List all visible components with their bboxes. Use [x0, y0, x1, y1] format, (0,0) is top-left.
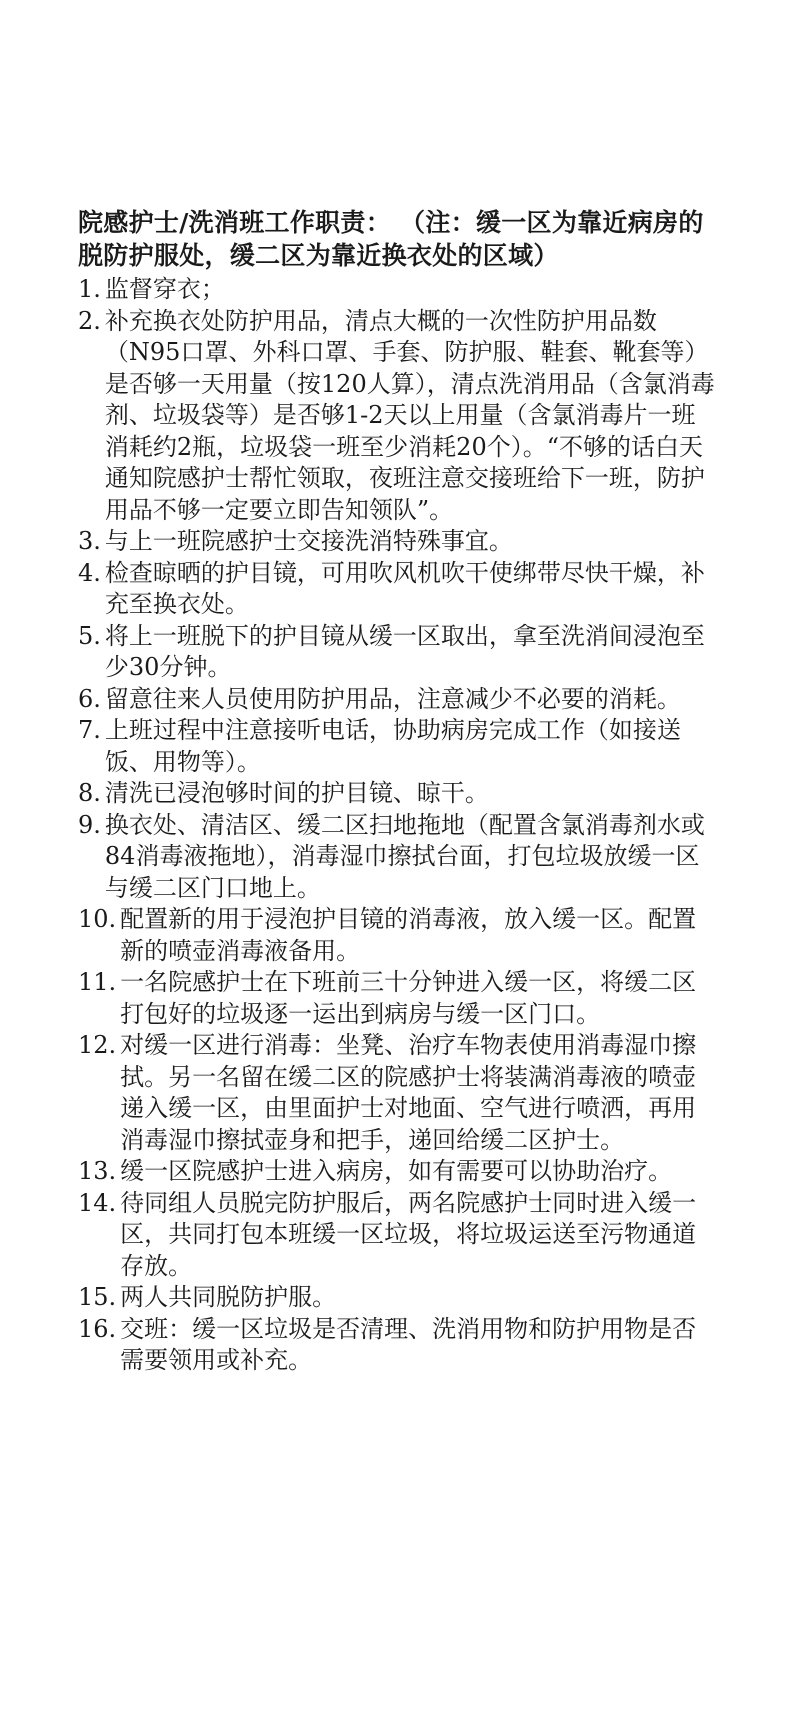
item-number: 4.: [78, 558, 101, 587]
item-text: 将上一班脱下的护目镜从缓一区取出，拿至洗消间浸泡至少30分钟。: [104, 621, 705, 681]
item-number: 5.: [78, 621, 101, 650]
item-text: 两人共同脱防护服。: [120, 1283, 337, 1311]
list-item: [78, 904, 718, 967]
item-text: 补充换衣处防护用品，清点大概的一次性防护用品数（N95口罩、外科口罩、手套、防护服、鞋套、靴套等）是否够一天用量（按120人算），清点洗消用品（含氯消毒剂、垃圾袋等）是否够1-2天以上用量（含氯消毒片一班消耗约2瓶，垃圾袋一班至少消耗20个）。“不够的话白天通知院感护士帮忙领取，夜班注意交接班给下一班，防护用品不够一定要立即告知领队”。: [104, 306, 715, 524]
item-text: 清洗已浸泡够时间的护目镜、晾干。: [104, 779, 489, 807]
item-number: 14.: [78, 1188, 117, 1217]
list-item: [78, 306, 718, 527]
item-number: 7.: [78, 716, 101, 744]
list-item: [78, 621, 718, 684]
list-item: [78, 778, 718, 810]
item-text: 缓一区院感护士进入病房，如有需要可以协助治疗。: [120, 1157, 673, 1185]
item-text: 上班过程中注意接听电话，协助病房完成工作（如接送饭、用物等）。: [104, 716, 681, 776]
item-number: 1.: [78, 275, 101, 303]
item-text: 检查晾晒的护目镜，可用吹风机吹干使绑带尽快干燥，补充至换衣处。: [104, 558, 705, 618]
item-text: 留意往来人员使用防护用品，注意减少不必要的消耗。: [104, 684, 681, 713]
item-number: 15.: [78, 1283, 117, 1311]
item-number: 2.: [78, 306, 101, 335]
item-number: 10.: [78, 905, 117, 933]
list-item: [78, 1156, 718, 1188]
list-item: [78, 684, 718, 716]
list-item: [78, 1282, 718, 1314]
item-number: 9.: [78, 810, 101, 839]
duty-list: [78, 274, 718, 1377]
list-item: [78, 1188, 718, 1283]
item-number: 6.: [78, 684, 101, 713]
item-text: 对缓一区进行消毒：坐凳、治疗车物表使用消毒湿巾擦拭。另一名留在缓二区的院感护士将装满消毒液的喷壶递入缓一区，由里面护士对地面、空气进行喷洒，再用消毒湿巾擦拭壶身和把手，递回给缓二区护士。: [120, 1031, 697, 1154]
document: [78, 206, 718, 1377]
item-text: 待同组人员脱完防护服后，两名院感护士同时进入缓一区，共同打包本班缓一区垃圾，将垃圾运送至污物通道存放。: [120, 1188, 697, 1280]
document-title: 院感护士/洗消班工作职责： （注：缓一区为靠近病房的脱防护服处，缓二区为靠近换衣处的区域）: [78, 208, 704, 270]
list-item: [78, 967, 718, 1030]
item-number: 3.: [78, 527, 101, 555]
item-text: 与上一班院感护士交接洗消特殊事宜。: [104, 527, 513, 555]
item-number: 16.: [78, 1314, 117, 1343]
item-number: 13.: [78, 1157, 117, 1185]
list-item: [78, 1030, 718, 1156]
list-item: [78, 526, 718, 558]
item-number: 8.: [78, 779, 101, 807]
list-item: [78, 1314, 718, 1377]
list-item: [78, 715, 718, 778]
item-text: 监督穿衣；: [104, 275, 225, 303]
list-item: [78, 274, 718, 306]
item-text: 一名院感护士在下班前三十分钟进入缓一区，将缓二区打包好的垃圾逐一运出到病房与缓一区门口。: [120, 968, 697, 1028]
item-text: 交班：缓一区垃圾是否清理、洗消用物和防护用物是否需要领用或补充。: [120, 1314, 697, 1374]
item-number: 11.: [78, 968, 117, 996]
item-number: 12.: [78, 1031, 117, 1059]
item-text: 配置新的用于浸泡护目镜的消毒液，放入缓一区。配置新的喷壶消毒液备用。: [120, 905, 697, 965]
list-item: [78, 558, 718, 621]
list-item: [78, 810, 718, 905]
item-text: 换衣处、清洁区、缓二区扫地拖地（配置含氯消毒剂水或84消毒液拖地），消毒湿巾擦拭台面，打包垃圾放缓一区与缓二区门口地上。: [104, 810, 705, 902]
